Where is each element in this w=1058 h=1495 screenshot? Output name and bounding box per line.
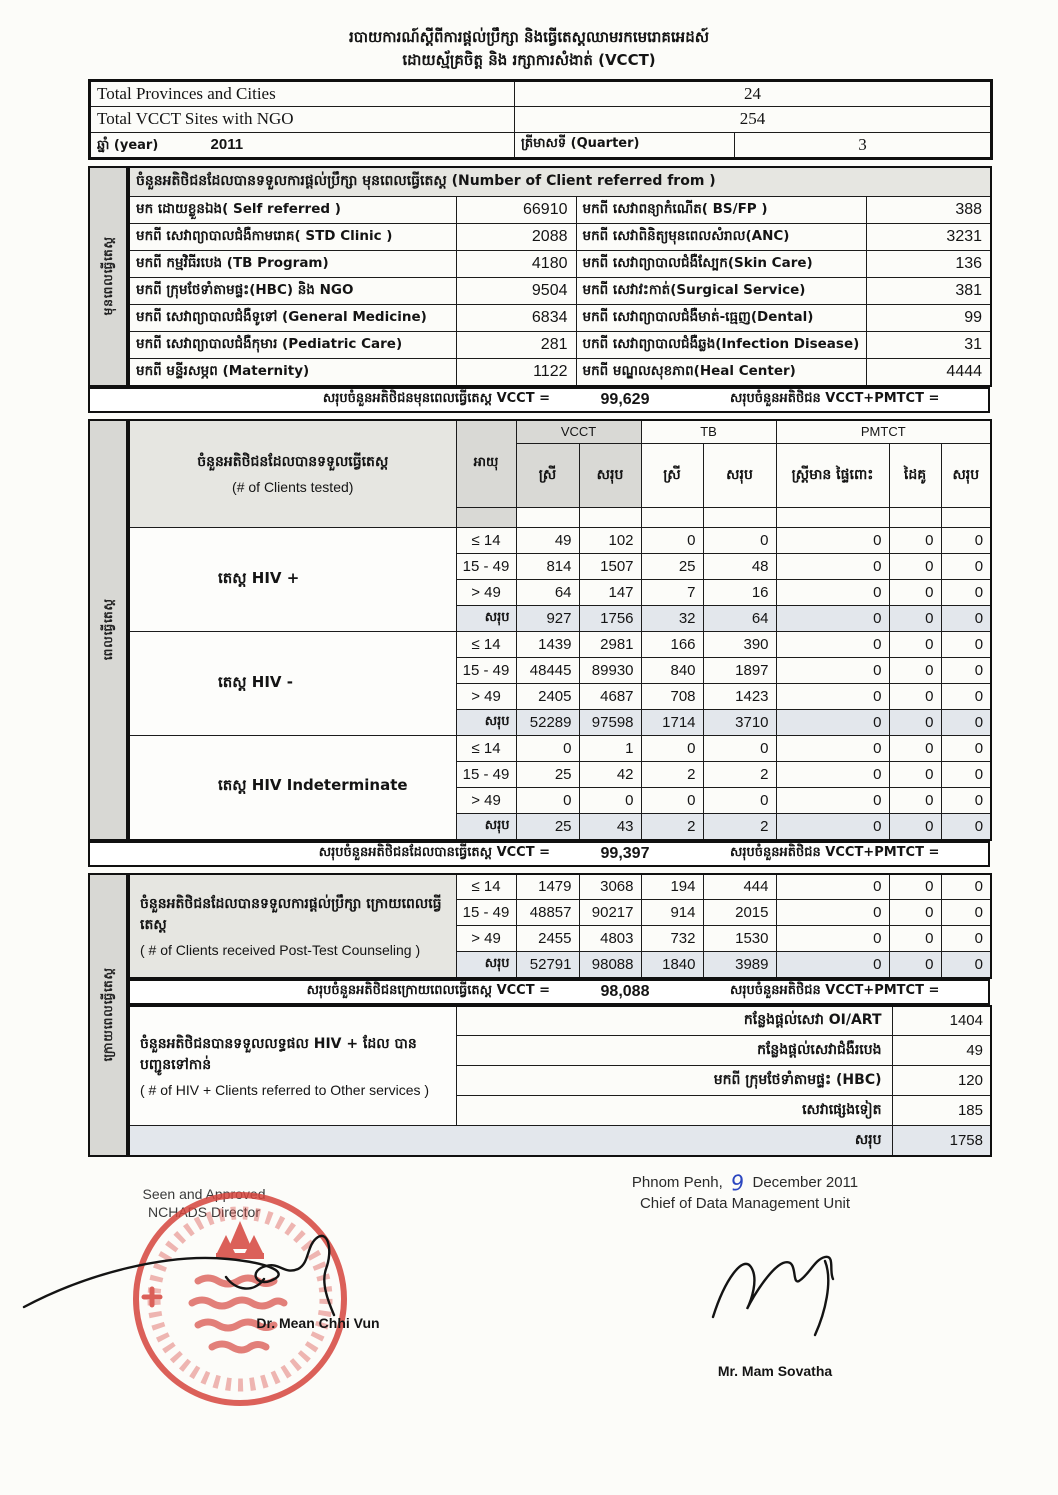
referred-out-header-cell (129, 1006, 456, 1126)
tested-count: 0 (703, 736, 776, 762)
tested-count: 0 (889, 606, 941, 632)
tested-count: 0 (776, 606, 889, 632)
post-test-header-kh: ចំនួនអតិថិជនដែលបានទទួលការផ្តល់ប្រឹក្សា ក្រោយពេលធ្វើតេស្ត (140, 895, 442, 933)
tested-count: 0 (889, 736, 941, 762)
counseled-count: 0 (889, 952, 941, 978)
tested-count: 43 (579, 814, 641, 840)
counseled-count: 0 (889, 874, 941, 900)
test-result-section-label: តេស្ត HIV Indeterminate (129, 736, 456, 840)
sites-value: 254 (515, 106, 992, 132)
tested-count: 1 (579, 736, 641, 762)
tested-count: 52289 (516, 710, 579, 736)
referral-count: 2088 (456, 224, 576, 251)
age-group: សរុប (456, 606, 516, 632)
tested-count: 0 (941, 632, 991, 658)
referred-out-count: 120 (892, 1066, 991, 1096)
tested-count: 0 (776, 580, 889, 606)
referral-row (129, 305, 991, 332)
tested-count: 0 (703, 788, 776, 814)
post-test-header-cell (129, 874, 456, 978)
referral-row (129, 332, 991, 359)
tested-count: 25 (516, 762, 579, 788)
tested-count: 814 (516, 554, 579, 580)
pmtct-partner-header: ដៃគូ (889, 444, 941, 508)
tested-count: 0 (776, 736, 889, 762)
date-text: December 2011 (752, 1173, 859, 1191)
tested-count: 0 (579, 788, 641, 814)
referred-from-header: ចំនួនអតិថិជនដែលបានទទួលការផ្តល់ប្រឹក្សា មុនពេលធ្វើតេស្ត (Number of Client referred from ) (129, 167, 991, 197)
year-cell (90, 132, 515, 158)
counseled-count: 0 (776, 900, 889, 926)
post-test-sidebar-label: ក្រោយពេលធ្វើតេស្ត (101, 967, 115, 1062)
tested-count: 0 (889, 788, 941, 814)
post-test-row (129, 874, 991, 900)
age-group: 15 - 49 (456, 900, 516, 926)
tested-count: 0 (641, 528, 703, 554)
age-group: ≤ 14 (456, 528, 516, 554)
counseled-count: 914 (641, 900, 703, 926)
age-group: > 49 (456, 788, 516, 814)
pmtct-group-header: PMTCT (776, 420, 991, 444)
tb-total-header: សរុប (703, 444, 776, 508)
counseled-count: 2015 (703, 900, 776, 926)
tested-count: 708 (641, 684, 703, 710)
age-group: > 49 (456, 580, 516, 606)
tested-count: 64 (703, 606, 776, 632)
tested-count: 0 (941, 710, 991, 736)
referral-source-label: មកពី សេវាពន្យាកំណើត( BS/FP ) (576, 197, 866, 224)
tested-count: 0 (941, 788, 991, 814)
chief-name: Mr. Mam Sovatha (717, 1362, 833, 1379)
test-result-section-label: តេស្ត HIV - (129, 632, 456, 736)
pre-test-section (88, 166, 990, 387)
counseled-count: 90217 (579, 900, 641, 926)
tested-count: 0 (941, 762, 991, 788)
post-test-total-bar (128, 979, 990, 1005)
post-test-total-label: សរុបចំនួនអតិថិជនក្រោយពេលធ្វើតេស្ត VCCT = (306, 983, 550, 998)
referred-out-total-label: សរុប (129, 1126, 892, 1156)
vcct-group-header: VCCT (516, 420, 641, 444)
referred-out-count: 1404 (892, 1006, 991, 1036)
counseled-count: 0 (776, 926, 889, 952)
tested-count: 2 (641, 814, 703, 840)
referral-source-label: មកពី សេវាព្យាបាលជំងឺទូទៅ (General Medicine) (129, 305, 456, 332)
director-name: Dr. Mean Chhi Vun (256, 1314, 380, 1331)
approval-line-1: Seen and Approved (142, 1185, 266, 1202)
counseled-count: 4803 (579, 926, 641, 952)
counseled-count: 98088 (579, 952, 641, 978)
tested-count: 0 (889, 814, 941, 840)
referral-row (129, 359, 991, 386)
referral-count: 6834 (456, 305, 576, 332)
referral-count: 66910 (456, 197, 576, 224)
counseled-count: 444 (703, 874, 776, 900)
handwritten-day: 9 (729, 1169, 746, 1196)
referral-row (129, 251, 991, 278)
age-group: > 49 (456, 684, 516, 710)
pre-test-total2-label: សរុបចំនួនអតិថិជន VCCT+PMTCT = (730, 391, 940, 406)
tested-count: 0 (641, 736, 703, 762)
title-line-2: ដោយស្ម័គ្រចិត្ត និង រក្សាការសំងាត់ (VCCT) (402, 51, 656, 70)
tested-table (128, 419, 992, 841)
referral-source-label: មកពី កម្មវិធីរបេង (TB Program) (129, 251, 456, 278)
tested-count: 0 (941, 814, 991, 840)
tested-count: 0 (776, 658, 889, 684)
approval-line-2: NCHADS Director (147, 1204, 260, 1221)
summary-row-sites (90, 106, 992, 132)
tested-count: 1714 (641, 710, 703, 736)
counseled-count: 0 (776, 952, 889, 978)
referral-source-label: មកពី សេវាព្យាបាលជំងឺកាមរោគ( STD Clinic ) (129, 224, 456, 251)
pmtct-total-header: សរុប (941, 444, 991, 508)
age-group: សរុប (456, 952, 516, 978)
tested-count: 89930 (579, 658, 641, 684)
counseled-count: 1530 (703, 926, 776, 952)
age-group: ≤ 14 (456, 874, 516, 900)
referral-source-label: មកពី សេវាពិនិត្យមុនពេលសំរាល(ANC) (576, 224, 866, 251)
tb-group-header: TB (641, 420, 776, 444)
counseled-count: 194 (641, 874, 703, 900)
referred-out-count: 185 (892, 1096, 991, 1126)
pre-test-sidebar (88, 166, 128, 387)
referral-count: 9504 (456, 278, 576, 305)
tested-count: 927 (516, 606, 579, 632)
age-group: 15 - 49 (456, 658, 516, 684)
counseled-count: 0 (941, 926, 991, 952)
tested-section (88, 419, 990, 841)
pre-test-total-label: សរុបចំនួនអតិថិជនមុនពេលធ្វើតេស្ត VCCT = (322, 391, 550, 406)
sites-label: Total VCCT Sites with NGO (90, 106, 515, 132)
referred-out-table (128, 1005, 992, 1157)
counseled-count: 48857 (516, 900, 579, 926)
tested-count: 2405 (516, 684, 579, 710)
referred-out-header-kh: ចំនួនអតិថិជនបានទទួលលទ្ធផល HIV + ដែល បានបញ្ជូនទៅកាន់ (140, 1035, 417, 1073)
tested-count: 0 (776, 762, 889, 788)
tested-count: 0 (776, 684, 889, 710)
tested-count: 0 (889, 684, 941, 710)
referral-count: 3231 (866, 224, 991, 251)
quarter-label: ត្រីមាសទី (Quarter) (515, 132, 735, 158)
tested-count: 0 (889, 528, 941, 554)
tested-count: 48445 (516, 658, 579, 684)
counseled-count: 732 (641, 926, 703, 952)
tested-count: 0 (703, 528, 776, 554)
referral-count: 136 (866, 251, 991, 278)
post-test-section (88, 873, 990, 1157)
referral-source-label: បកពី សេវាព្យាបាលជំងឺឆ្លង(Infection Disease) (576, 332, 866, 359)
age-group: > 49 (456, 926, 516, 952)
referral-source-label: មកពី មណ្ឌលសុខភាព(Heal Center) (576, 359, 866, 386)
tested-count: 0 (941, 528, 991, 554)
referred-from-table (128, 166, 992, 387)
post-test-sidebar (88, 873, 128, 1157)
counseled-count: 0 (941, 900, 991, 926)
provinces-value: 24 (515, 80, 992, 106)
tested-row (129, 632, 991, 658)
tested-count: 0 (776, 554, 889, 580)
tested-count: 0 (776, 710, 889, 736)
tested-total2-label: សរុបចំនួនអតិថិជន VCCT+PMTCT = (730, 845, 940, 860)
counseled-count: 2455 (516, 926, 579, 952)
tested-count: 97598 (579, 710, 641, 736)
tested-count: 0 (889, 762, 941, 788)
tested-count: 32 (641, 606, 703, 632)
referral-count: 99 (866, 305, 991, 332)
tested-count: 0 (941, 684, 991, 710)
tested-count: 390 (703, 632, 776, 658)
summary-row-provinces (90, 80, 992, 106)
tested-count: 0 (941, 554, 991, 580)
tested-count: 0 (889, 580, 941, 606)
tested-count: 25 (641, 554, 703, 580)
during-test-sidebar-label: ពេលធ្វើតេស្ត (101, 598, 115, 661)
tb-female-header: ស្រី (641, 444, 703, 508)
approval-block (0, 1167, 545, 1467)
counseled-count: 0 (941, 952, 991, 978)
tested-count: 102 (579, 528, 641, 554)
age-group: ≤ 14 (456, 632, 516, 658)
age-group: សរុប (456, 814, 516, 840)
referral-row (129, 224, 991, 251)
counseled-count: 0 (776, 874, 889, 900)
referral-source-label: មកពី សេវាព្យាបាលជំងឺស្បែក(Skin Care) (576, 251, 866, 278)
tested-count: 0 (776, 632, 889, 658)
tested-count: 7 (641, 580, 703, 606)
referred-out-service-label: កន្លែងផ្តល់សេវាជំងឺរបេង (456, 1036, 892, 1066)
tested-count: 0 (516, 788, 579, 814)
tested-count: 1756 (579, 606, 641, 632)
referred-out-count: 49 (892, 1036, 991, 1066)
referral-count: 381 (866, 278, 991, 305)
place-text: Phnom Penh, (631, 1173, 723, 1191)
counseled-count: 3068 (579, 874, 641, 900)
title-line-1: របាយការណ៍ស្តីពីការផ្តល់ប្រឹក្សា និងធ្វើតេស្តឈាមរកមេរោគអេដស៍ (348, 28, 709, 46)
year-label: ឆ្នាំ (year) (97, 137, 159, 153)
tested-count: 4687 (579, 684, 641, 710)
counseled-count: 1479 (516, 874, 579, 900)
tested-count: 2 (641, 762, 703, 788)
tested-count: 48 (703, 554, 776, 580)
tested-count: 0 (776, 814, 889, 840)
tested-total-value: 99,397 (600, 844, 650, 862)
tested-count: 0 (889, 710, 941, 736)
referral-source-label: មកពី ក្រុមថែទាំតាមផ្ទះ(HBC) និង NGO (129, 278, 456, 305)
referral-count: 281 (456, 332, 576, 359)
referral-count: 4444 (866, 359, 991, 386)
date-line (545, 1171, 945, 1195)
tested-count: 1507 (579, 554, 641, 580)
tested-count: 0 (941, 736, 991, 762)
counseled-count: 3989 (703, 952, 776, 978)
tested-group-header-row (129, 420, 991, 444)
tested-count: 25 (516, 814, 579, 840)
referral-source-label: មកពី សេវាព្យាបាលជំងឺមាត់-ធ្មេញ(Dental) (576, 305, 866, 332)
referral-row (129, 278, 991, 305)
tested-count: 0 (776, 788, 889, 814)
post-test-column (128, 873, 992, 1157)
tested-count: 2 (703, 762, 776, 788)
tested-count: 0 (889, 632, 941, 658)
referred-out-service-label: សេវាផ្សេងទៀត (456, 1096, 892, 1126)
tested-count: 2 (703, 814, 776, 840)
tested-count: 2981 (579, 632, 641, 658)
counseled-count: 1840 (641, 952, 703, 978)
age-group: ≤ 14 (456, 736, 516, 762)
referred-out-service-label: មកពី ក្រុមថែទាំតាមផ្ទះ (HBC) (456, 1066, 892, 1096)
counseled-count: 0 (889, 926, 941, 952)
tested-count: 0 (889, 554, 941, 580)
tested-row (129, 528, 991, 554)
tested-header-cell (129, 420, 456, 528)
summary-table (88, 79, 993, 160)
referred-out-header-en: ( # of HIV + Clients referred to Other services ) (140, 1081, 430, 1098)
year-value: 2011 (210, 135, 244, 153)
counseled-count: 0 (941, 874, 991, 900)
document-title (0, 0, 1058, 73)
referral-source-label: មកពី សេវាព្យាបាលជំងឺកុមារ (Pediatric Care) (129, 332, 456, 359)
tested-count: 16 (703, 580, 776, 606)
referral-source-label: មកពី សេវាវះកាត់(Surgical Service) (576, 278, 866, 305)
post-test-total-value: 98,088 (600, 982, 650, 1000)
age-group: 15 - 49 (456, 762, 516, 788)
tested-count: 1897 (703, 658, 776, 684)
tested-count: 49 (516, 528, 579, 554)
referred-out-row (129, 1126, 991, 1156)
pmtct-pregnant-header: ស្ត្រីមាន ផ្ទៃពោះ (776, 444, 889, 508)
tested-header-kh: ចំនួនអតិថិជនដែលបានទទួលធ្វើតេស្ត (197, 454, 389, 471)
tested-count: 0 (941, 580, 991, 606)
chief-signature (705, 1237, 875, 1352)
spacer-cell (456, 508, 516, 528)
signature-block (545, 1167, 945, 1467)
referral-count: 1122 (456, 359, 576, 386)
vcct-total-header: សរុប (579, 444, 641, 508)
referral-count: 31 (866, 332, 991, 359)
tested-count: 1423 (703, 684, 776, 710)
post-test-header-en: ( # of Clients received Post-Test Counseling ) (140, 941, 421, 958)
tested-count: 0 (941, 606, 991, 632)
footer (0, 1167, 1058, 1467)
tested-total-label: សរុបចំនួនអតិថិជនដែលបានធ្វើតេស្ត VCCT = (318, 845, 550, 860)
referral-count: 388 (866, 197, 991, 224)
referred-out-row (129, 1006, 991, 1036)
referral-source-label: មកពី មន្ទីរសម្ភព (Maternity) (129, 359, 456, 386)
pre-test-total-value: 99,629 (600, 390, 650, 408)
age-group: 15 - 49 (456, 554, 516, 580)
tested-count: 840 (641, 658, 703, 684)
pre-test-sidebar-label: មុនពេលធ្វើតេស្ត (101, 236, 115, 316)
test-result-section-label: តេស្ត HIV + (129, 528, 456, 632)
tested-header-en: (# of Clients tested) (232, 479, 354, 496)
post-test-table (128, 873, 992, 979)
tested-count: 0 (889, 658, 941, 684)
quarter-value: 3 (735, 132, 992, 158)
tested-count: 166 (641, 632, 703, 658)
tested-count: 42 (579, 762, 641, 788)
during-test-sidebar (88, 419, 128, 841)
referral-source-label: មក ដោយខ្លួនឯង( Self referred ) (129, 197, 456, 224)
referral-row (129, 197, 991, 224)
tested-count: 3710 (703, 710, 776, 736)
pre-test-total-bar (88, 387, 990, 413)
tested-count: 0 (776, 528, 889, 554)
counseled-count: 0 (889, 900, 941, 926)
referred-from-header-row (129, 167, 991, 197)
counseled-count: 52791 (516, 952, 579, 978)
tested-count: 0 (516, 736, 579, 762)
referred-out-service-label: កន្លែងផ្តល់សេវា OI/ART (456, 1006, 892, 1036)
summary-row-period (90, 132, 992, 158)
tested-count: 0 (641, 788, 703, 814)
referral-count: 4180 (456, 251, 576, 278)
referred-out-count: 1758 (892, 1126, 991, 1156)
tested-row (129, 736, 991, 762)
vcct-female-header: ស្រី (516, 444, 579, 508)
tested-count: 147 (579, 580, 641, 606)
tested-total-bar (88, 841, 990, 867)
chief-title: Chief of Data Management Unit (639, 1194, 851, 1212)
age-column-header: អាយុ (456, 420, 516, 508)
tested-count: 0 (941, 658, 991, 684)
post-test-total2-label: សរុបចំនួនអតិថិជន VCCT+PMTCT = (730, 983, 940, 998)
provinces-label: Total Provinces and Cities (90, 80, 515, 106)
tested-count: 64 (516, 580, 579, 606)
tested-count: 1439 (516, 632, 579, 658)
age-group: សរុប (456, 710, 516, 736)
